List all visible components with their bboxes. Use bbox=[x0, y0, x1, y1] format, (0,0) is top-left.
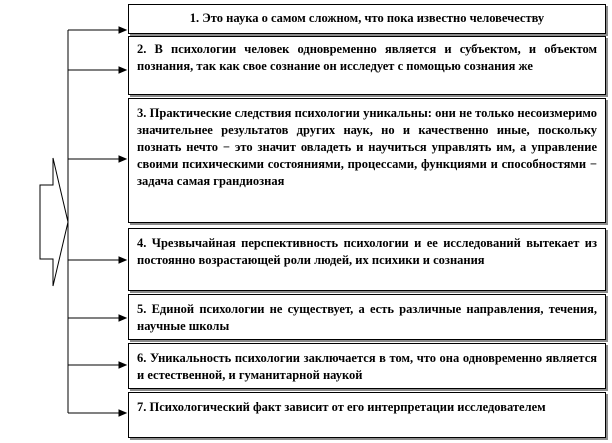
statement-box-3 bbox=[128, 98, 606, 223]
statement-text-7: 7. Психологический факт зависит от его интерпретации исследователем bbox=[137, 400, 546, 414]
statement-box-5 bbox=[128, 294, 606, 340]
statement-box-7 bbox=[128, 392, 606, 438]
statement-text-6: 6. Уникальность психологии заключается в том, что она одновременно является и естественной, и гуманитарной наукой bbox=[137, 351, 597, 382]
statement-text-5: 5. Единой психологии не существует, а есть различные направления, течения, научные школы bbox=[137, 302, 597, 333]
statement-text-1: 1. Это наука о самом сложном, что пока известно человечеству bbox=[189, 11, 545, 25]
statement-text-2: 2. В психологии человек одновременно является и субъектом, и объектом познания, так как свое сознание он исследует с помощью сознания же bbox=[137, 42, 597, 73]
statement-text-3: 3. Практические следствия психологии уникальны: они не только несоизмеримо значительнее результатов других наук, но и качественно иные, поскольку познать нечто − это значит овладеть и научиться управлять им, а управление своими психическими состояниями, процессами, функциями и способностями − задача самая грандиозная bbox=[137, 106, 597, 188]
statement-box-6 bbox=[128, 343, 606, 389]
statement-box-4 bbox=[128, 228, 606, 291]
statement-box-1 bbox=[128, 4, 606, 34]
statement-text-4: 4. Чрезвычайная перспективность психологии и ее исследований вытекает из постоянно возрастающей роли людей, их психики и сознания bbox=[137, 236, 597, 267]
branch-arrows bbox=[68, 27, 126, 416]
statement-box-2 bbox=[128, 36, 606, 95]
block-arrow-icon bbox=[40, 158, 68, 286]
